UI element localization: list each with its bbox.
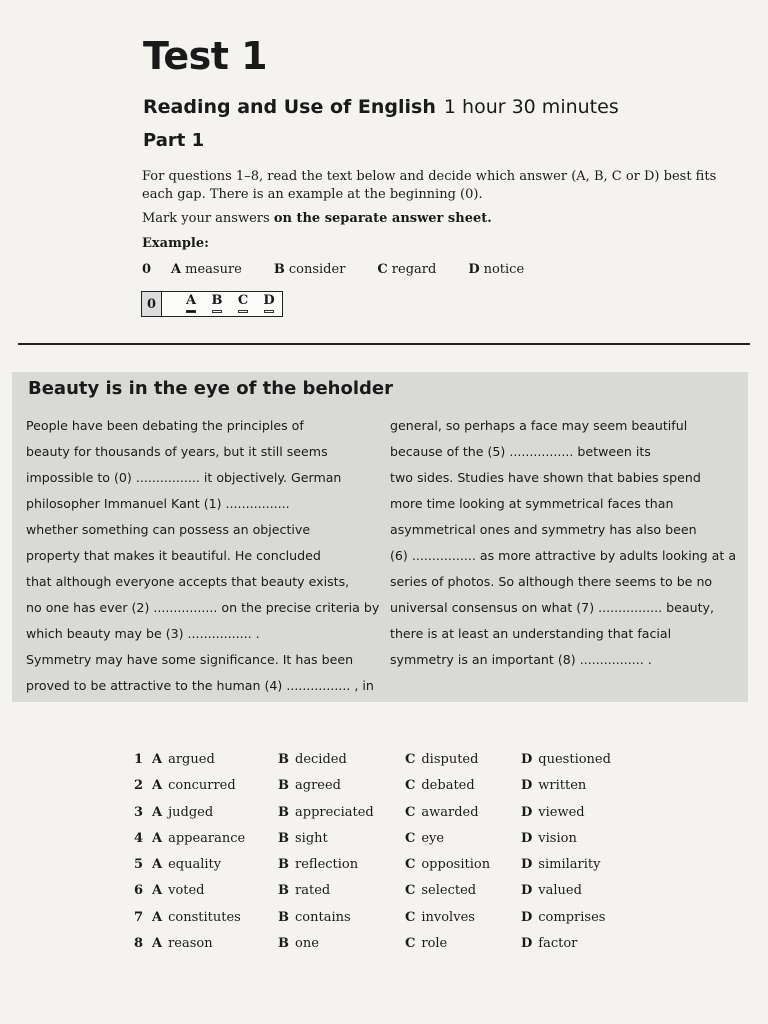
option-word: debated	[421, 778, 475, 794]
option-letter: D	[521, 778, 533, 794]
option-letter: C	[405, 936, 416, 952]
option-letter: C	[405, 909, 416, 925]
question-number: 6	[134, 883, 144, 899]
option-d[interactable]	[521, 908, 605, 928]
section-duration: 1 hour 30 minutes	[443, 96, 619, 118]
option-word: questioned	[538, 752, 611, 767]
option-word: vision	[538, 830, 577, 846]
option-word: constitutes	[168, 909, 241, 925]
option-letter: C	[405, 778, 416, 794]
answer-choice-letter: B	[211, 293, 223, 308]
option-word: comprises	[538, 909, 606, 925]
answer-mark-empty	[212, 310, 222, 313]
option-c[interactable]	[405, 934, 447, 954]
option-a[interactable]	[152, 934, 213, 954]
passage-line: Symmetry may have some significance. It has been	[26, 652, 354, 667]
option-b[interactable]	[278, 803, 374, 823]
option-letter: D	[521, 909, 533, 925]
question-row	[134, 829, 654, 855]
option-b[interactable]	[278, 934, 319, 954]
option-letter: B	[273, 262, 285, 277]
passage-line: whether something can possess an objective	[26, 522, 311, 537]
answer-mark-filled	[186, 310, 196, 313]
option-a[interactable]	[152, 881, 205, 901]
question-row	[134, 855, 654, 881]
section-title: Reading and Use of English	[143, 96, 436, 118]
answer-choice-letter: D	[263, 293, 275, 308]
option-c[interactable]	[405, 750, 478, 770]
option-b[interactable]	[278, 855, 358, 875]
passage-line: People have been debating the principles of	[26, 418, 304, 433]
option-letter: D	[521, 857, 533, 873]
question-number: 4	[134, 830, 144, 846]
example-label-text: Example:	[142, 236, 209, 251]
option-word: valued	[538, 883, 582, 899]
option-letter: B	[278, 778, 289, 794]
option-word: involves	[421, 909, 475, 925]
passage-line: general, so perhaps a face may seem beautiful	[390, 418, 688, 433]
option-word: contains	[295, 909, 351, 925]
question-number: 1	[134, 752, 144, 767]
passage-line: because of the (5) ................ between its	[390, 444, 651, 459]
option-word: measure	[185, 262, 242, 277]
example-options	[142, 262, 556, 277]
page-title: Test 1	[143, 34, 268, 78]
option-letter: A	[152, 752, 163, 767]
example-answer-number: 0	[142, 292, 162, 316]
question-row	[134, 908, 654, 934]
option-b[interactable]	[278, 750, 347, 770]
instructions-text: For questions 1–8, read the text below and decide which answer (A, B, C or D) best fits each gap. There is an example at the beginning (0).	[142, 169, 717, 202]
option-word: reason	[168, 936, 213, 952]
option-b[interactable]	[278, 776, 341, 796]
example-answer-letters	[178, 293, 282, 315]
option-letter: B	[278, 936, 289, 952]
example-option-a	[171, 262, 258, 277]
option-a[interactable]	[152, 750, 215, 770]
option-a[interactable]	[152, 855, 221, 875]
option-c[interactable]	[405, 776, 475, 796]
option-a[interactable]	[152, 908, 241, 928]
question-number: 8	[134, 936, 144, 952]
option-b[interactable]	[278, 908, 351, 928]
option-word: argued	[168, 752, 215, 767]
option-word: reflection	[295, 857, 359, 873]
option-c[interactable]	[405, 829, 444, 849]
option-word: similarity	[538, 857, 601, 873]
option-letter: C	[405, 857, 416, 873]
option-word: one	[295, 936, 319, 952]
question-row	[134, 803, 654, 829]
part-heading: Part 1	[143, 130, 205, 151]
question-row	[134, 934, 654, 960]
option-d[interactable]	[521, 881, 582, 901]
option-word: consider	[288, 262, 346, 277]
option-d[interactable]	[521, 776, 586, 796]
answer-choice-letter: C	[237, 293, 249, 308]
question-number: 3	[134, 804, 144, 820]
section-heading	[143, 96, 619, 118]
option-letter: A	[171, 262, 182, 277]
option-word: selected	[421, 883, 477, 899]
example-number	[142, 262, 155, 277]
passage-line: more time looking at symmetrical faces than	[390, 496, 674, 511]
option-letter: A	[152, 909, 163, 925]
passage-line: there is at least an understanding that facial	[390, 626, 672, 641]
option-letter: B	[278, 830, 289, 846]
passage-line: series of photos. So although there seems to be no	[390, 574, 713, 589]
option-c[interactable]	[405, 855, 490, 875]
option-word: opposition	[421, 857, 491, 873]
option-word: concurred	[168, 778, 236, 794]
option-word: disputed	[421, 752, 479, 767]
option-letter: C	[405, 804, 416, 820]
passage-line: philosopher Immanuel Kant (1) ................	[26, 496, 290, 511]
option-d[interactable]	[521, 750, 611, 770]
answer-options-table	[134, 750, 654, 960]
option-letter: C	[405, 830, 416, 846]
answer-choice-c[interactable]	[230, 293, 256, 315]
option-b[interactable]	[278, 881, 330, 901]
option-letter: D	[468, 262, 480, 277]
option-letter: B	[278, 752, 289, 767]
passage-line: asymmetrical ones and symmetry has also been	[390, 522, 697, 537]
option-word: appreciated	[295, 804, 374, 820]
option-word: notice	[483, 262, 525, 277]
passage-line: no one has ever (2) ................ on the precise criteria by	[26, 600, 380, 615]
option-d[interactable]	[521, 934, 577, 954]
option-d[interactable]	[521, 829, 577, 849]
answer-sheet-instruction-pre: Mark your answers	[142, 211, 274, 226]
option-c[interactable]	[405, 881, 476, 901]
example-option-d	[468, 262, 540, 277]
option-letter: A	[152, 857, 163, 873]
example-answer-box	[141, 291, 283, 317]
answer-sheet-instruction-bold: on the separate answer sheet.	[273, 211, 492, 226]
answer-sheet-instruction	[142, 210, 742, 228]
option-word: equality	[168, 857, 222, 873]
option-b[interactable]	[278, 829, 328, 849]
question-number: 2	[134, 778, 144, 794]
example-option-b	[274, 262, 362, 277]
option-letter: C	[377, 262, 388, 277]
answer-choice-letter: A	[185, 293, 197, 308]
option-letter: D	[521, 804, 533, 820]
option-letter: D	[521, 936, 533, 952]
question-row	[134, 881, 654, 907]
option-word: voted	[168, 883, 205, 899]
passage-line: symmetry is an important (8) ................ .	[390, 652, 652, 667]
passage-line: proved to be attractive to the human (4) ................ , in	[26, 678, 374, 693]
option-letter: B	[278, 909, 289, 925]
reading-passage	[12, 372, 748, 702]
option-word: written	[538, 778, 587, 794]
option-word: appearance	[168, 830, 246, 846]
passage-line: (6) ................ as more attractive by adults looking at a	[390, 548, 737, 563]
example-option-c	[377, 262, 452, 277]
passage-line: universal consensus on what (7) ................ beauty,	[390, 600, 714, 615]
option-letter: B	[278, 857, 289, 873]
option-letter: D	[521, 752, 533, 767]
option-letter: D	[521, 883, 533, 899]
option-letter: A	[152, 830, 163, 846]
option-letter: A	[152, 804, 163, 820]
passage-right-column	[390, 416, 742, 676]
option-letter: A	[152, 778, 163, 794]
passage-line: beauty for thousands of years, but it still seems	[26, 444, 328, 459]
answer-choice-d[interactable]	[256, 293, 282, 315]
option-word: sight	[295, 830, 328, 846]
passage-line: which beauty may be (3) ................ .	[26, 626, 260, 641]
option-a[interactable]	[152, 803, 213, 823]
answer-choice-a[interactable]	[178, 293, 204, 315]
answer-choice-b[interactable]	[204, 293, 230, 315]
option-c[interactable]	[405, 908, 475, 928]
option-letter: C	[405, 752, 416, 767]
option-a[interactable]	[152, 829, 245, 849]
option-d[interactable]	[521, 855, 600, 875]
option-letter: C	[405, 883, 416, 899]
passage-line: that although everyone accepts that beauty exists,	[26, 574, 350, 589]
option-word: awarded	[421, 804, 479, 820]
option-word: rated	[295, 883, 331, 899]
option-a[interactable]	[152, 776, 236, 796]
question-number: 7	[134, 909, 144, 925]
question-row	[134, 776, 654, 802]
option-word: eye	[421, 830, 445, 846]
option-letter: B	[278, 804, 289, 820]
question-row	[134, 750, 654, 776]
option-letter: A	[152, 883, 163, 899]
option-word: regard	[391, 262, 437, 277]
option-d[interactable]	[521, 803, 585, 823]
passage-line: impossible to (0) ................ it objectively. German	[26, 470, 342, 485]
example-label	[142, 235, 742, 253]
option-letter: D	[521, 830, 533, 846]
option-word: judged	[168, 804, 214, 820]
option-c[interactable]	[405, 803, 479, 823]
question-number: 5	[134, 857, 144, 873]
option-word: role	[421, 936, 448, 952]
section-divider	[18, 343, 750, 345]
passage-title: Beauty is in the eye of the beholder	[28, 378, 393, 399]
option-word: agreed	[295, 778, 341, 794]
answer-mark-empty	[264, 310, 274, 313]
passage-line: two sides. Studies have shown that babies spend	[390, 470, 701, 485]
example-number-text: 0	[142, 262, 152, 277]
option-letter: B	[278, 883, 289, 899]
option-word: decided	[295, 752, 347, 767]
option-letter: A	[152, 936, 163, 952]
answer-mark-empty	[238, 310, 248, 313]
passage-left-column	[26, 416, 386, 702]
option-word: viewed	[538, 804, 585, 820]
option-word: factor	[538, 936, 578, 952]
passage-line: property that makes it beautiful. He concluded	[26, 548, 321, 563]
